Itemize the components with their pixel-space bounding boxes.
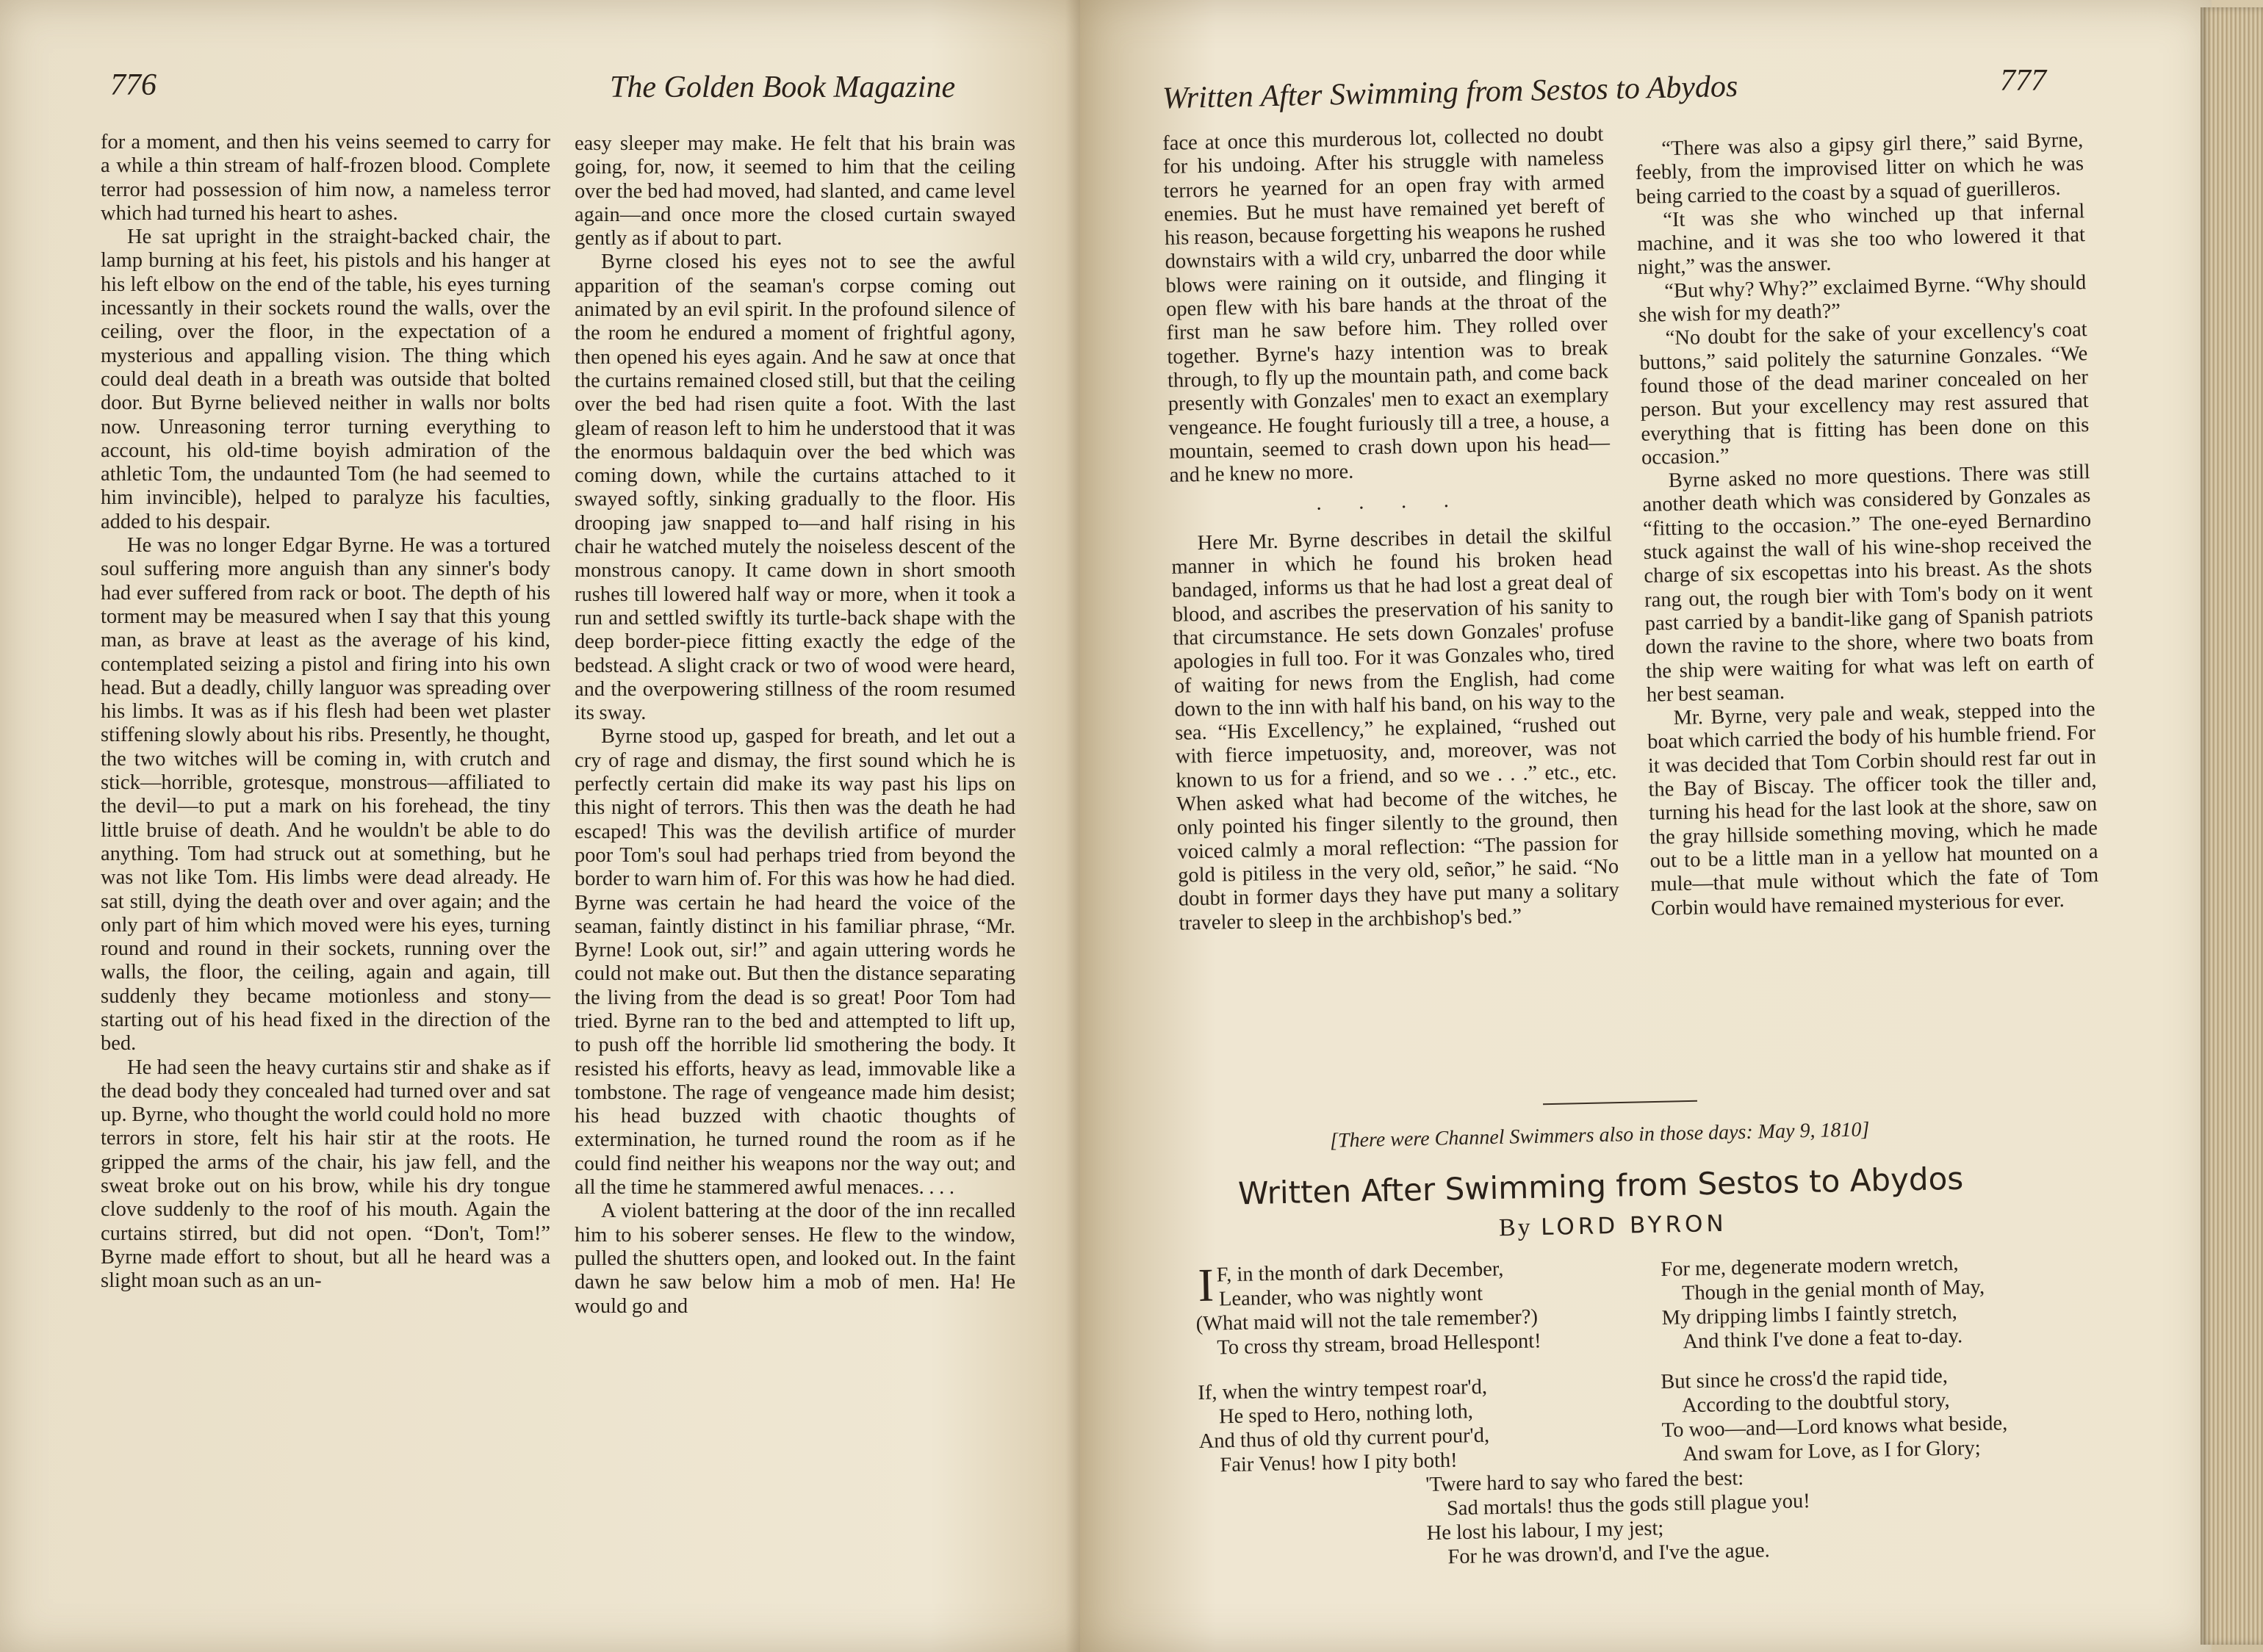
page-edges [2201,7,2263,1645]
poem-line: My dripping limbs I faintly stretch, [1661,1300,1958,1330]
poem-line: Fair Venus! how I pity both! [1220,1449,1458,1477]
poem-line: F, in the month of dark December, [1216,1258,1504,1287]
paragraph: He had seen the heavy curtains stir and shake as if the dead body they concealed had turned over and sat up. Byrne, who thought the world could hold no more terrors in store, felt his hair stir at the roots. He gripped the arms of the chair, his jaw fell, and the sweat broke out on his brow, while his dry tongue clove suddenly to the roof of his mouth. Again the curtains stirred, but did not open. “Don't, Tom!” Byrne made effort to shout, but all he heard was a slight moan such as an un- [101,1056,550,1293]
paragraph: Mr. Byrne, very pale and weak, stepped into the boat which carried the body of his humble friend. For it was decided that Tom Corbin should rest far out in the Bay of Biscay. The officer took the tiller and, turning his head for the last look at the shore, saw on the gray hillside something moving, which he made out to be a little man in a yellow hat mounted on a mule—that mule without which the fate of Tom Corbin would have remained mysterious for ever. [1647,698,2099,920]
paragraph: “There was also a gipsy girl there,” said Byrne, feebly, from the improvised litter on which he was being carried to the coast by a squad of guerilleros. [1635,129,2084,209]
right-page [1080,0,2212,1652]
poem-line: Sad mortals! thus the gods still plague you! [1446,1490,1810,1521]
poem-stanza-4 [1661,1363,2008,1467]
paragraph: “It was she who winched up that infernal machine, and it was she too who lowered it that night,” was the answer. [1636,200,2086,280]
poem-stanza-2 [1198,1375,1490,1478]
poem-line: (What maid will not the tale remember?) [1195,1305,1539,1336]
poem-stanza-1 [1195,1256,1541,1360]
paragraph: easy sleeper may make. He felt that his brain was going, for, now, it seemed to him that the ceiling over the bed had moved, had slanted, and came level again—and once more the closed curtain swayed gently as if about to part. [575,132,1015,250]
poem-line: But since he cross'd the rapid tide, [1661,1364,1949,1393]
paragraph: “But why? Why?” exclaimed Byrne. “Why should she wish for my death?” [1638,270,2087,328]
right-column-1 [1162,123,1620,935]
left-column-1 [101,131,550,1294]
poem-line: And think I've done a feat to-day. [1683,1324,1963,1354]
poem-title: Written After Swimming from Sestos to Abydos [1237,1160,1964,1212]
paragraph: He was no longer Edgar Byrne. He was a tortured soul suffering more anguish than any sinner's body had ever suffered from rack or boot. The depth of his torment may be measured when I say that this young man, as brave at least as the average of his kind, contemplated seizing a pistol and firing into his own head. But a deadly, chilly languor was spreading over his limbs. It was as if his flesh had been wet plaster stiffening slowly about his ribs. Presently, he thought, the two witches will be coming in, with crutch and stick—horrible, grotesque, monstrous—affiliated to the devil—to put a mark on his forehead, the tiny little bruise of death. And he wouldn't be able to do anything. Tom had struck out at something, but he was not like Tom. His limbs were dead already. He sat still, dying the death over and over again; and the only part of him which moved were his eyes, turning round and round in their sockets, running over the walls, the floor, the ceiling, again and again, till suddenly they became motionless and stony—starting out of his head fixed in the direction of the bed. [101,534,550,1056]
poem-line: For me, degenerate modern wretch, [1661,1252,1959,1281]
paragraph: “No doubt for the sake of your excellency's coat buttons,” said politely the saturnine Gonzales. “We found those of the dead mariner concealed on her person. But your excellency may rest assured that everything that is fitting has been done on this occasion.” [1639,318,2090,469]
poem-stanza-5 [1425,1465,1811,1570]
poem-line: Though in the genial month of May, [1681,1275,1985,1305]
drop-cap: I [1197,1258,1215,1311]
section-break: . . . . [1316,488,1466,516]
paragraph: face at once this murderous lot, collected no doubt for his undoing. After his struggle with nameless terrors he yearned for an open fray with armed enemies. But he must have remained yet bereft of his reason, because forgetting his weapons he rushed downstairs with a wild cry, unbarred the door while blows were raining on it outside, and flinging it open flew with his bare hands at the throat of the first man he saw before him. They rolled over together. Byrne's hazy intention was to break through, to fly up the mountain path, and come back presently with Gonzales' men to exact an exemplary vengeance. He fought furiously till a tree, a house, a mountain, seemed to crash down upon his head—and he knew no more. [1162,123,1611,488]
poem-line: If, when the wintry tempest roar'd, [1198,1375,1488,1404]
byline-by: By [1498,1213,1533,1242]
poem-line: And thus of old thy current pour'd, [1198,1424,1490,1453]
poem-line: To woo—and—Lord knows what beside, [1661,1412,2008,1442]
poem-author: LORD BYRON [1540,1210,1727,1241]
poem-line: To cross thy stream, broad Hellespont! [1217,1330,1541,1360]
poem-line: He lost his labour, I my jest; [1426,1517,1664,1545]
poem-line: He sped to Hero, nothing loth, [1218,1400,1474,1429]
editor-note: [There were Channel Swimmers also in those days: May 9, 1810] [1329,1118,1870,1153]
right-column-2 [1635,129,2099,920]
page-number-left: 776 [110,68,156,102]
paragraph: Byrne stood up, gasped for breath, and let out a cry of rage and dismay, the first sound which he is perfectly certain did make its way past his lips on this night of terrors. This then was the death he had escaped! This was the devilish artifice of murder poor Tom's soul had perhaps tried from beyond the border to warn him of. For this was how he had died. Byrne was certain he had heard the voice of the seaman, faintly distinct in his familiar phrase, “Mr. Byrne! Look out, sir!” and again uttering words he could not make out. But then the distance separating the living from the dead is so great! Poor Tom had tried. Byrne ran to the bed and attempted to lift up, to push off the horrible lid smothering the body. It resisted his efforts, heavy as lead, immovable like a tombstone. The rage of vengeance made him desist; his head buzzed with chaotic thoughts of extermination, he turned round the room as if he could find neither his weapons nor the way out; and all the time he stammered awful menaces. . . . [575,725,1016,1200]
paragraph: He sat upright in the straight-backed chair, the lamp burning at his feet, his pistols and his hanger at his left elbow on the end of the table, his eyes turning incessantly in their sockets round the walls, over the ceiling, over the floor, in the expectation of a mysterious and appalling vision. The thing which could deal death in a breath was outside that bolted door. But Byrne believed neither in walls nor bolts now. Unreasoning terror turning everything to account, his old-time boyish admiration of the athletic Tom, the undaunted Tom (he had seemed to him invincible), helped to paralyze his faculties, added to his despair. [101,226,550,533]
poem-line: For he was drown'd, and I've the ague. [1447,1539,1771,1569]
page-number-right: 777 [2000,64,2046,98]
divider-rule [1543,1100,1697,1105]
left-column-2 [575,132,1015,1319]
poem-line: And swam for Love, as I for Glory; [1683,1436,1981,1466]
paragraph: Byrne closed his eyes not to see the awful apparition of the seaman's corpse coming out animated by an evil spirit. In the profound silence of the room he endured a moment of frightful agony, then opened his eyes again. And he saw at once that the curtains remained closed still, but that the ceiling over the bed had risen quite a foot. With the last gleam of reason left to him he understood that it was the enormous baldaquin over the bed which was coming down, while the curtains attached to it swayed softly, sinking gradually to the floor. His drooping jaw snapped to—and half rising in his chair he watched mutely the noiseless descent of the monstrous canopy. It came down in short smooth rushes till lowered half way or more, when it took a run and settled swiftly its turtle-back shape with the deep border-piece fitting exactly the edge of the bedstead. A slight crack or two of wood were heard, and the overpowering stillness of the room resumed its sway. [575,250,1015,725]
poem-line: Leander, who was nightly wont [1218,1282,1483,1311]
running-head-left: The Golden Book Magazine [610,71,956,104]
paragraph: A violent battering at the door of the inn recalled him to his soberer senses. He flew to the window, pulled the shutters open, and looked out. In the faint dawn he saw below him a mob of men. Ha! He would go and [575,1200,1015,1318]
paragraph: Here Mr. Byrne describes in detail the skilful manner in which he found his broken head bandaged, informs us that he had lost a great deal of blood, and ascribes the preservation of his sanity to that circumstance. He sets down Gonzales' profuse apologies in full too. For it was Gonzales who, tired of waiting for news from the English, had come down to the inn with half his band, on his way to the sea. “His Excellency,” he explained, “rushed out with fierce impetuosity, and, moreover, was not known to us for a friend, and so we . . .” etc., etc. When asked what had become of the witches, he only pointed his finger silently to the ground, then voiced calmly a moral reflection: “The passion for gold is pitiless in the very old, señor,” he said. “No doubt in former days they have put many a solitary traveler to sleep in the archbishop's bed.” [1171,523,1620,935]
left-page [0,0,1095,1652]
paragraph: Byrne asked no more questions. There was still another death which was considered by Gonzales as “fitting to the occasion.” The one-eyed Bernardino stuck against the wall of his wine-shop received the charge of six escopettas into his breast. As the shots rang out, the rough bier with Tom's body on it went past carried by a bandit-like gang of Spanish patriots down the ravine to the shore, where two boats from the ship were waiting for what was left on earth of her best seaman. [1642,461,2095,707]
paragraph: for a moment, and then his veins seemed to carry for a while a thin stream of half-frozen blood. Complete terror had possession of him now, a nameless terror which had turned his heart to ashes. [101,131,550,225]
poem-stanza-3 [1661,1251,1986,1355]
poem-line: According to the doubtful story, [1681,1388,1950,1418]
poem-line: 'Twere hard to say who fared the best: [1425,1466,1744,1496]
poem-byline [1499,1210,1727,1242]
running-head-right: Written After Swimming from Sestos to Abydos [1162,69,1738,116]
